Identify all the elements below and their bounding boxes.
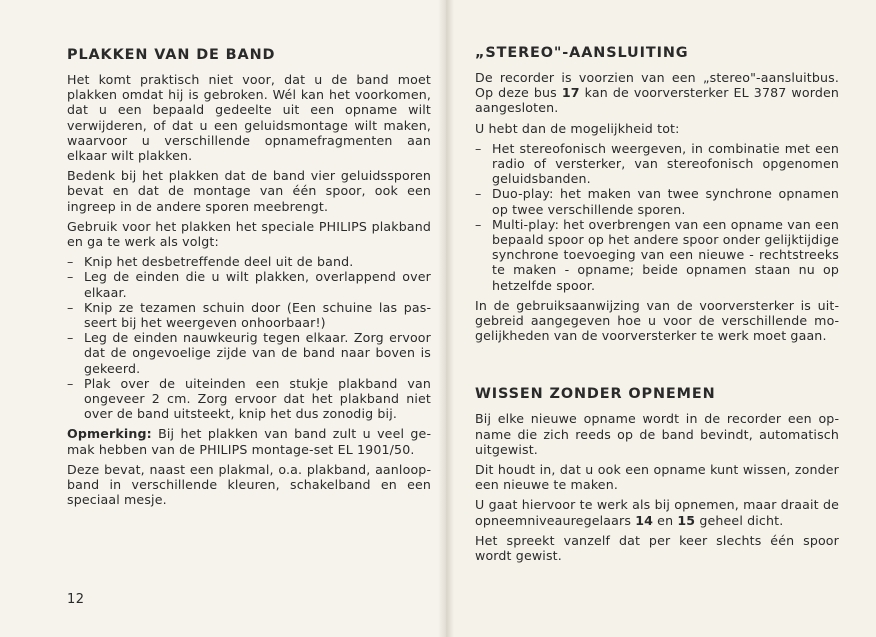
paragraph: Het spreekt vanzelf dat per keer slechts één spoor wordt gewist. bbox=[475, 532, 839, 564]
paragraph: Bij elke nieuwe opname wordt in de recorder een opname die zich reeds op de band bevindt, automatisch uitgewist. bbox=[475, 411, 839, 457]
splicing-steps-list bbox=[67, 254, 431, 421]
list-item: – Knip het desbetreffende deel uit de band. bbox=[67, 254, 431, 269]
section-heading-erase: WISSEN ZONDER OPNEMEN bbox=[475, 386, 716, 403]
list-item: – Het stereofonisch weergeven, in combinatie met een radio of versterker, van stereofonisch opgenomen geluidsbanden. bbox=[475, 141, 839, 187]
paragraph: Gebruik voor het plakken het speciale PHILIPS plakband en ga te werk als volgt: bbox=[67, 218, 431, 250]
list-item: – Multi-play: het overbrengen van een opname van een bepaald spoor op het andere spoor onder gelijktijdige synchrone toevoeging van een nieuwe - rechtstreeks te maken - opname; beide opnamen staan nu op hetzelfde spoor. bbox=[475, 217, 839, 293]
paragraph: Dit houdt in, dat u ook een opname kunt wissen, zonder een nieuwe te maken. bbox=[475, 462, 839, 493]
bus-number: 17 bbox=[561, 85, 580, 101]
section-spacer bbox=[475, 348, 839, 385]
text-run: en bbox=[653, 512, 678, 528]
section-heading-splicing: PLAKKEN VAN DE BAND bbox=[67, 47, 276, 63]
list-item: – Leg de einden die u wilt plakken, overlappend over elkaar. bbox=[67, 269, 431, 299]
list-item: – Knip ze tezamen schuin door (Een schuine las passeert bij het weergeven onhoorbaar!) bbox=[67, 300, 431, 330]
section-heading-stereo: „STEREO"-AANSLUITING bbox=[475, 45, 689, 61]
remark-label: Opmerking: bbox=[67, 426, 152, 442]
page-gutter bbox=[438, 0, 454, 637]
text-run: De recorder is voorzien van een „stereo"-aansluitbus. Op deze bus bbox=[475, 70, 839, 101]
list-item: – Leg de einden nauwkeurig tegen elkaar. Zorg ervoor dat de ongevoelige zijde van de band naar boven is gekeerd. bbox=[67, 330, 431, 376]
paragraph: U hebt dan de mogelijkheid tot: bbox=[475, 120, 680, 136]
text-run: geheel dicht. bbox=[695, 512, 784, 528]
paragraph: Deze bevat, naast een plakmal, o.a. plakband, aanloopband in verschillende kleuren, schakelband en een speciaal mesje. bbox=[67, 461, 431, 508]
stereo-options-list bbox=[475, 141, 839, 293]
control-number: 14 bbox=[635, 512, 654, 528]
control-number: 15 bbox=[677, 512, 696, 528]
list-item: – Duo-play: het maken van twee synchrone opnamen op twee verschillende sporen. bbox=[475, 186, 839, 216]
paragraph: In de gebruiksaanwijzing van de voorversterker is uitgebreid aangegeven hoe u voor de verschillende mogelijkheden van de voorversterker te werk moet gaan. bbox=[475, 297, 839, 344]
remark-paragraph bbox=[67, 426, 431, 456]
right-column bbox=[475, 44, 839, 568]
remark-text: Bij het plakken van band zult u veel gemak hebben van de PHILIPS montage-set EL 1901/50. bbox=[67, 426, 431, 457]
list-item: – Plak over de uiteinden een stukje plakband van ongeveer 2 cm. Zorg ervoor dat het plakband niet over de band uitsteekt, knip het dus zonodig bij. bbox=[67, 376, 431, 422]
paragraph bbox=[475, 497, 839, 527]
page-number: 12 bbox=[67, 592, 85, 607]
text-run: U gaat hiervoor te werk als bij opnemen, maar draait de opneemniveauregelaars bbox=[475, 497, 839, 528]
left-column bbox=[67, 46, 431, 512]
paragraph: Het komt praktisch niet voor, dat u de band moet plakken omdat hij is gebroken. Wél kan het voorkomen, dat u een bepaald gedeelte uit een opname wilt verwijderen, of dat u een geluidsmontage wilt maken, waarvoor u verschillende opnamefragmenten aan elkaar wilt plakken. bbox=[67, 72, 431, 164]
paragraph bbox=[475, 70, 839, 116]
paragraph: Bedenk bij het plakken dat de band vier geluidssporen bevat en dat de montage van één spoor, ook een ingreep in de andere sporen meebrengt. bbox=[67, 168, 431, 214]
text-run: kan de voorversterker EL 3787 worden aangesloten. bbox=[475, 85, 839, 116]
